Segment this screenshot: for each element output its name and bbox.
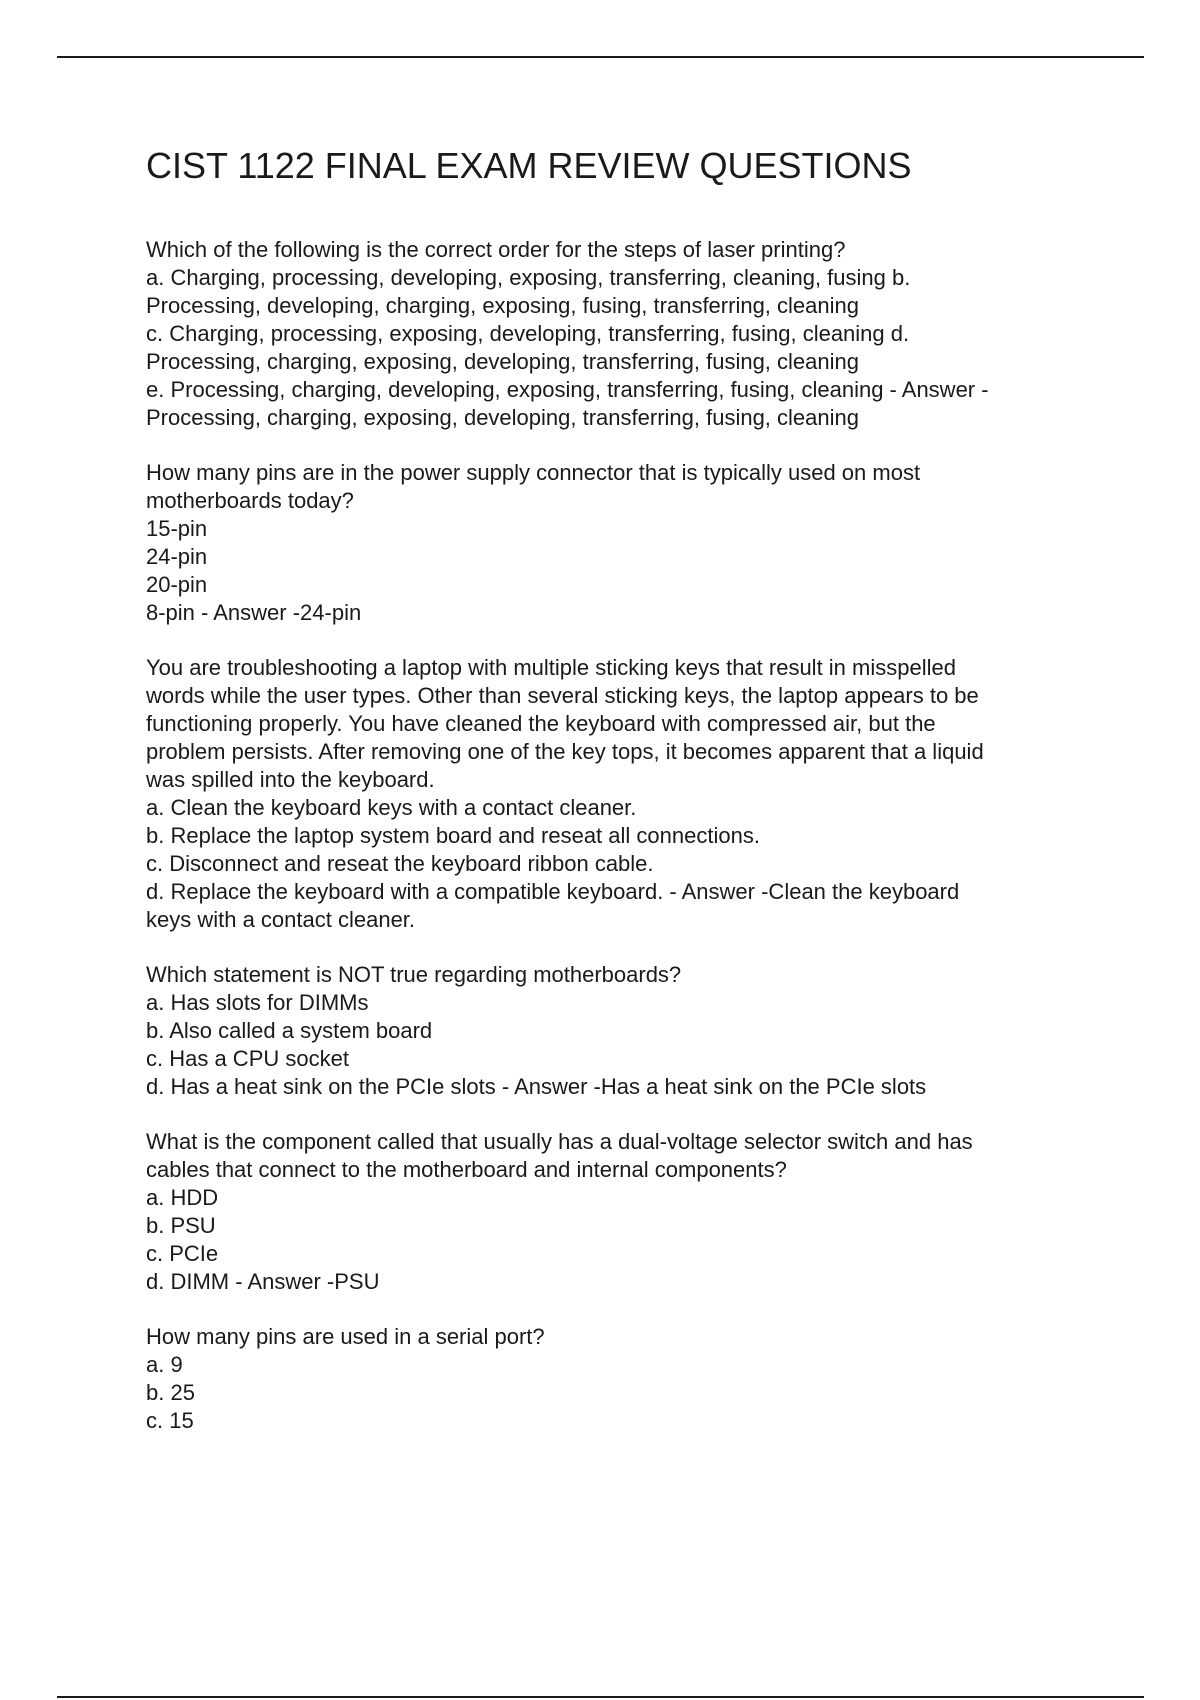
question-line: functioning properly. You have cleaned the keyboard with compressed air, but the (146, 711, 936, 736)
question-line: keys with a contact cleaner. (146, 907, 416, 932)
question-line: Processing, charging, exposing, developing, transferring, fusing, cleaning (146, 405, 859, 430)
question-line: 20-pin (146, 572, 208, 597)
question-line: d. DIMM - Answer -PSU (146, 1269, 380, 1294)
question-line: a. 9 (146, 1352, 183, 1377)
question-line: a. Has slots for DIMMs (146, 990, 369, 1015)
question-line: b. PSU (146, 1213, 216, 1238)
question-line: c. Has a CPU socket (146, 1046, 349, 1071)
question-line: c. 15 (146, 1408, 194, 1433)
question-line: b. Also called a system board (146, 1018, 433, 1043)
question-line: was spilled into the keyboard. (146, 767, 435, 792)
question-text: Which of the following is the correct order for the steps of laser printing? (146, 237, 846, 262)
question-line: a. Clean the keyboard keys with a contact cleaner. (146, 795, 637, 820)
question-line: c. Charging, processing, exposing, developing, transferring, fusing, cleaning d. (146, 321, 910, 346)
question-line: problem persists. After removing one of the key tops, it becomes apparent that a liquid (146, 739, 984, 764)
document-body (146, 146, 1086, 1462)
question-line: d. Replace the keyboard with a compatible keyboard. - Answer -Clean the keyboard (146, 879, 960, 904)
question-block (146, 1128, 1086, 1296)
question-line: Processing, charging, exposing, developing, transferring, fusing, cleaning (146, 349, 859, 374)
question-block (146, 459, 1086, 627)
bottom-rule (57, 1696, 1144, 1698)
document-title: CIST 1122 FINAL EXAM REVIEW QUESTIONS (146, 145, 912, 186)
question-block (146, 236, 1086, 432)
top-rule (57, 56, 1144, 58)
question-text: Which statement is NOT true regarding motherboards? (146, 962, 682, 987)
question-line: words while the user types. Other than several sticking keys, the laptop appears to be (146, 683, 979, 708)
question-line: d. Has a heat sink on the PCIe slots - Answer -Has a heat sink on the PCIe slots (146, 1074, 927, 1099)
question-list (146, 236, 1086, 1435)
question-text: How many pins are used in a serial port? (146, 1324, 545, 1349)
question-line: c. PCIe (146, 1241, 219, 1266)
question-block (146, 1323, 1086, 1435)
question-text: How many pins are in the power supply connector that is typically used on most (146, 460, 921, 485)
question-line: cables that connect to the motherboard and internal components? (146, 1157, 787, 1182)
question-text: You are troubleshooting a laptop with multiple sticking keys that result in misspelled (146, 655, 956, 680)
question-line: e. Processing, charging, developing, exposing, transferring, fusing, cleaning - Answer - (146, 377, 989, 402)
question-line: b. 25 (146, 1380, 195, 1405)
question-line: 24-pin (146, 544, 208, 569)
question-line: Processing, developing, charging, exposing, fusing, transferring, cleaning (146, 293, 859, 318)
question-line: 8-pin - Answer -24-pin (146, 600, 362, 625)
question-line: 15-pin (146, 516, 208, 541)
question-line: motherboards today? (146, 488, 354, 513)
question-line: b. Replace the laptop system board and reseat all connections. (146, 823, 760, 848)
question-line: a. Charging, processing, developing, exposing, transferring, cleaning, fusing b. (146, 265, 911, 290)
question-text: What is the component called that usually has a dual-voltage selector switch and has (146, 1129, 973, 1154)
question-line: a. HDD (146, 1185, 219, 1210)
question-block (146, 654, 1086, 934)
question-block (146, 961, 1086, 1101)
question-line: c. Disconnect and reseat the keyboard ribbon cable. (146, 851, 654, 876)
